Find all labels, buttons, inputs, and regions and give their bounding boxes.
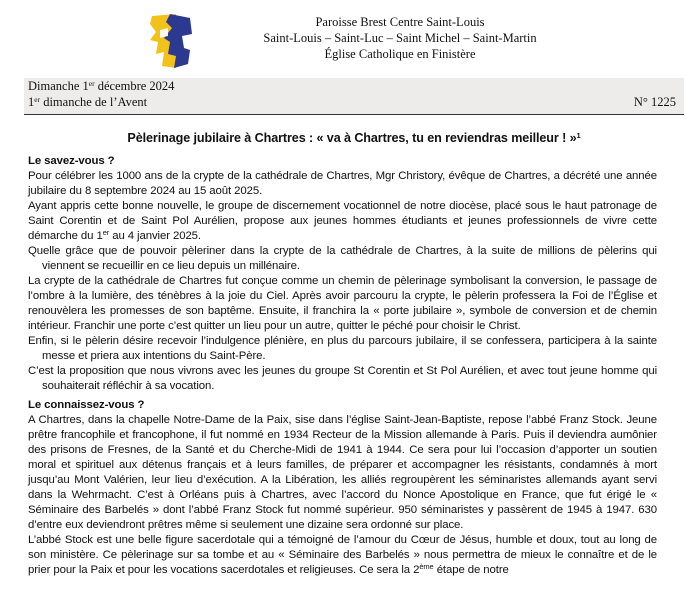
parish-info bbox=[220, 14, 580, 62]
paragraph-1: Pour célébrer les 1000 ans de la crypte de la cathédrale de Chartres, Mgr Christory, évêque de Chartres, a décrété une année jubilaire du 8 septembre 2024 au 15 août 2025. bbox=[28, 170, 657, 197]
article-body bbox=[28, 154, 657, 578]
parish-name: Paroisse Brest Centre Saint-Louis bbox=[315, 15, 485, 29]
parish-churches: Saint-Louis – Saint-Luc – Saint Michel – Saint-Martin bbox=[263, 31, 537, 45]
section-heading-le-connaissez-vous: Le connaissez-vous ? bbox=[28, 399, 145, 411]
article-title: Pèlerinage jubilaire à Chartres : « va à Chartres, tu en reviendras meilleur ! »$^1$ bbox=[127, 131, 581, 145]
paragraph-7: A Chartres, dans la chapelle Notre-Dame de la Paix, sise dans l’église Saint-Jean-Baptiste, repose l’abbé Franz Stock. Jeune prêtre francophile et francophone, il fut nommé en 1934 Recteur de la Mission allemande à Paris. Puis il deviendra aumônier des prisons de Fresnes, de la Santé et du Cherche-Midi de 1941 à 1944. Ce sera pour lui l’occasion d’apporter un soutien moral et spirituel aux détenus français et à leurs familles, de préparer et accompagner les résistants, condamnés à mort jusqu’au Mont Valérien, leur lieu d’exécution. A la Libération, les alliés regroupèrent les séminaristes allemands ayant servi dans la Wehrmacht. C’est à Orléans puis à Chartres, avec l’accord du Nonce Apostolique en France, que fut érigé le « Séminaire des Barbelés » dont l’abbé Franz Stock fut nommé supérieur. 950 séminaristes y passèrent de 1945 à 1947. 630 d’entre eux deviendront prêtres même si seulement une dizaine sera ordonné sur place. bbox=[28, 414, 657, 531]
section-heading-le-savez-vous: Le savez-vous ? bbox=[28, 155, 115, 167]
liturgical-sunday: 1er dimanche de l’Avent bbox=[28, 95, 148, 109]
paragraph-3: Quelle grâce que de pouvoir pèleriner dans la crypte de la cathédrale de Chartres, à la suite de millions de pèlerins qui viennent se recueillir en ce lieu depuis un millénaire. bbox=[28, 245, 657, 272]
paragraph-2: Ayant appris cette bonne nouvelle, le groupe de discernement vocationnel de notre diocèse, placé sous le haut patronage de Saint Corentin et de Saint Pol Aurélien, propose aux jeunes hommes étudiants et jeunes professionnels de vivre cette démarche du 1er au 4 janvier 2025. bbox=[28, 200, 657, 242]
footnote-ref: 1 bbox=[576, 131, 581, 140]
paragraph-5: Enfin, si le pèlerin désire recevoir l’indulgence plénière, en plus du parcours jubilaire, il se confessera, participera à la sainte messe et priera aux intentions du Saint-Père. bbox=[28, 335, 657, 362]
paragraph-8: L’abbé Stock est une belle figure sacerdotale qui a témoigné de l’amour du Cœur de Jésus, humble et doux, tout au long de son ministère. Ce pèlerinage sur sa tombe et au « Séminaire des Barbelés » nous permettra de mieux le connaître et de le prier pour la Paix et pour les vocations sacerdotales et religieuses. Ce sera la 2ème étape de notre bbox=[28, 534, 657, 576]
date-band bbox=[24, 78, 684, 115]
bulletin-date: Dimanche 1er décembre 2024 bbox=[28, 79, 175, 93]
bulletin-number: N° 1225 bbox=[633, 95, 676, 109]
paragraph-6: C’est la proposition que nous vivrons avec les jeunes du groupe St Corentin et St Pol Aurélien, et avec tout jeune homme qui souhaiterait réfléchir à sa vocation. bbox=[28, 365, 657, 392]
bulletin-header bbox=[0, 0, 687, 78]
church-label: Église Catholique en Finistère bbox=[324, 47, 476, 61]
paragraph-4: La crypte de la cathédrale de Chartres fut conçue comme un chemin de pèlerinage symbolisant la conversion, le passage de l’ombre à la lumière, des ténèbres à la joie du Ciel. Après avoir parcouru la crypte, le pèlerin professera la Foi de l’Église et renouvèlera les promesses de son baptême. Ensuite, il franchira la « porte jubilaire », symbole de conversion et de chemin intérieur. Franchir une porte c’est quitter un lieu pour un autre, quitter le péché pour choisir le Christ. bbox=[28, 275, 657, 332]
parish-logo-icon bbox=[146, 12, 194, 70]
